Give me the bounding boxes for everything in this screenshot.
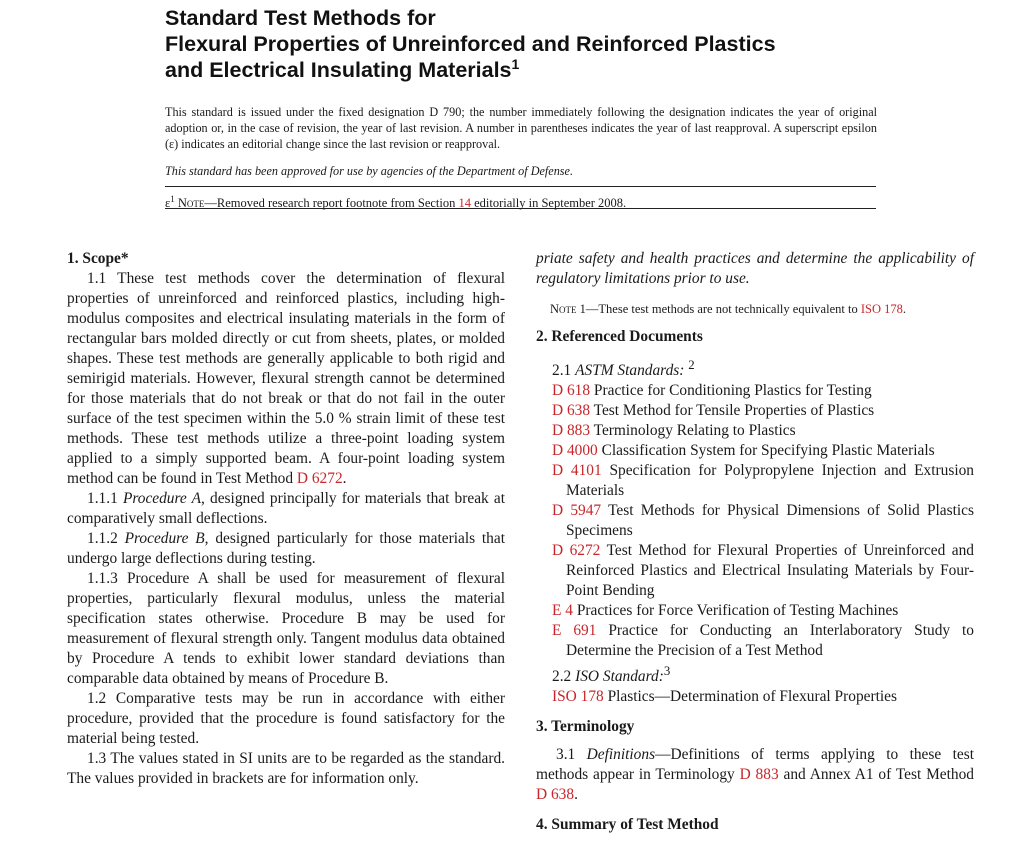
terminology-heading: 3. Terminology [536, 718, 635, 736]
iso-doc-title: Plastics—Determination of Flexural Properties [607, 688, 897, 706]
doc-ref-item [536, 401, 974, 421]
doc-ref-code[interactable]: D 618 [552, 382, 591, 400]
doc-ref-item [536, 441, 974, 461]
note-1-text: 1—These test methods are not technically equivalent to [576, 302, 861, 316]
doc-ref-item [536, 421, 974, 441]
section-14-link[interactable]: 14 [458, 196, 471, 211]
para-1-1-end: . [342, 470, 347, 487]
left-column [67, 249, 505, 789]
d6272-link[interactable]: D 6272 [296, 470, 343, 487]
doc-ref-title: Test Methods for Physical Dimensions of Solid Plastics Specimens [566, 502, 974, 540]
astm-standards-label: ASTM Standards: [575, 362, 685, 380]
title-footnote-mark[interactable]: 1 [511, 55, 520, 72]
s21-num: 2.1 [552, 362, 576, 380]
doc-ref-code[interactable]: D 638 [552, 402, 591, 420]
dod-approval-statement: This standard has been approved for use by agencies of the Department of Defense. [165, 164, 573, 178]
para-1-3: 1.3 The values stated in SI units are to be regarded as the standard. The values provided in brackets are for information only. [67, 750, 505, 787]
title-line-3 [165, 57, 965, 83]
procedure-b-label: Procedure B [124, 530, 205, 547]
astm-doc-list [536, 381, 974, 661]
doc-ref-item [536, 541, 974, 601]
doc-ref-item [536, 501, 974, 541]
doc-ref-title: Practice for Conducting an Interlaboratory Study to Determine the Precision of a Test Method [566, 622, 974, 660]
s31-text-c: . [574, 786, 578, 804]
para-3-1 [536, 745, 974, 805]
d883-link[interactable]: D 883 [739, 766, 779, 784]
doc-ref-title: Practice for Conditioning Plastics for Testing [593, 382, 872, 400]
document-title [165, 5, 965, 83]
doc-ref-title: Classification System for Specifying Plastic Materials [601, 442, 935, 460]
epsilon-mark: ε [165, 196, 171, 211]
doc-ref-item [536, 461, 974, 501]
s22-num: 2.2 [552, 668, 576, 686]
s22-footnote-mark[interactable]: 3 [663, 664, 671, 679]
epsilon-note-label: Note [177, 196, 205, 211]
note-1-label: Note [550, 302, 577, 316]
title-line-1: Standard Test Methods for [165, 6, 436, 30]
astm-standards-subheading [536, 355, 974, 381]
doc-ref-title: Specification for Polypropylene Injection and Extrusion Materials [566, 462, 974, 500]
s31-text-b: and Annex A1 of Test Method [778, 766, 974, 784]
doc-ref-code[interactable]: E 691 [552, 622, 597, 640]
epsilon-note-text-before: —Removed research report footnote from Section [204, 196, 459, 211]
para-1-1-3: 1.1.3 Procedure A shall be used for measurement of flexural properties, particularly flexural modulus, unless the material specification states otherwise. Procedure B may be used for measurement of flexural strength only. Tangent modulus data obtained by Procedure A tends to exhibit lower standard deviations than comparable data obtained by means of Procedure B. [67, 570, 505, 687]
doc-ref-code[interactable]: D 4000 [552, 442, 598, 460]
safety-continuation: priate safety and health practices and determine the applicability of regulatory limitations prior to use. [536, 250, 974, 287]
doc-ref-code[interactable]: D 6272 [552, 542, 601, 560]
preamble-rule-top [165, 186, 876, 187]
doc-ref-item [536, 601, 974, 621]
para-1-1-1 [67, 489, 505, 529]
iso-doc-ref [536, 687, 974, 707]
procedure-a-label: Procedure A [122, 490, 202, 507]
right-column [536, 249, 974, 835]
para-1-1 [67, 269, 505, 489]
para-1-1-text: 1.1 These test methods cover the determination of flexural properties of unreinforced and reinforced plastics, including high-modulus composites and electrical insulating materials in the form of rectangular bars molded directly or cut from sheets, plates, or molded shapes. These test methods are generally applicable to both rigid and semirigid materials. However, flexural strength cannot be determined for those materials that do not break or that do not fail in the outer surface of the test specimen within the 5.0 % strain limit of these test methods. These test methods utilize a three-point loading system applied to a simply supported beam. A four-point loading system method can be found in Test Method [67, 270, 505, 487]
doc-ref-title: Terminology Relating to Plastics [593, 422, 796, 440]
designation-preamble: This standard is issued under the fixed designation D 790; the number immediately following the designation indicates the year of original adoption or, in the case of revision, the year of last revision. A number in parentheses indicates the year of last reapproval. A superscript epsilon (ε) indicates an editorial change since the last revision or reapproval. [165, 105, 877, 151]
iso-standard-label: ISO Standard: [575, 668, 664, 686]
doc-ref-title: Test Method for Tensile Properties of Plastics [593, 402, 875, 420]
doc-ref-title: Practices for Force Verification of Testing Machines [576, 602, 899, 620]
note-1 [550, 301, 974, 317]
para-1-1-2 [67, 529, 505, 569]
epsilon-mark-sup: 1 [170, 194, 175, 204]
para-1-1-2-text: , designed particularly for those materials that undergo large deflections during testing. [67, 530, 505, 567]
doc-ref-code[interactable]: D 883 [552, 422, 591, 440]
d638-link[interactable]: D 638 [536, 786, 575, 804]
para-1-2: 1.2 Comparative tests may be run in accordance with either procedure, provided that the procedure is found satisfactory for the material being tested. [67, 690, 505, 747]
para-1-1-1-num: 1.1.1 [87, 490, 123, 507]
definitions-label: Definitions [586, 746, 656, 764]
iso-178-link[interactable]: ISO 178 [552, 688, 604, 706]
s31-num: 3.1 [556, 746, 587, 764]
doc-ref-code[interactable]: E 4 [552, 602, 573, 620]
summary-heading: 4. Summary of Test Method [536, 816, 719, 834]
iso-178-note-link[interactable]: ISO 178 [860, 302, 903, 316]
title-line-3-text: and Electrical Insulating Materials [165, 58, 512, 82]
preamble-rule-bottom [165, 208, 876, 209]
doc-ref-code[interactable]: D 4101 [552, 462, 602, 480]
referenced-documents-heading: 2. Referenced Documents [536, 328, 703, 345]
doc-ref-title: Test Method for Flexural Properties of Unreinforced and Reinforced Plastics and Electrical Insulating Materials by Four-Point Bending [566, 542, 974, 600]
s21-footnote-mark[interactable]: 2 [688, 358, 695, 372]
doc-ref-item [536, 381, 974, 401]
s31-text-a: —Definitions of terms applying to these test methods appear in Terminology [536, 746, 974, 784]
doc-ref-code[interactable]: D 5947 [552, 502, 602, 520]
title-line-2: Flexural Properties of Unreinforced and Reinforced Plastics [165, 32, 776, 56]
note-1-end: . [902, 302, 906, 316]
scope-heading: 1. Scope* [67, 250, 129, 267]
para-1-1-1-text: , designed principally for materials that break at comparatively small deflections. [67, 490, 505, 527]
doc-ref-item [536, 621, 974, 661]
iso-standard-subheading [536, 661, 974, 687]
para-1-1-2-num: 1.1.2 [87, 530, 125, 547]
epsilon-note-text-after: editorially in September 2008. [471, 196, 627, 211]
